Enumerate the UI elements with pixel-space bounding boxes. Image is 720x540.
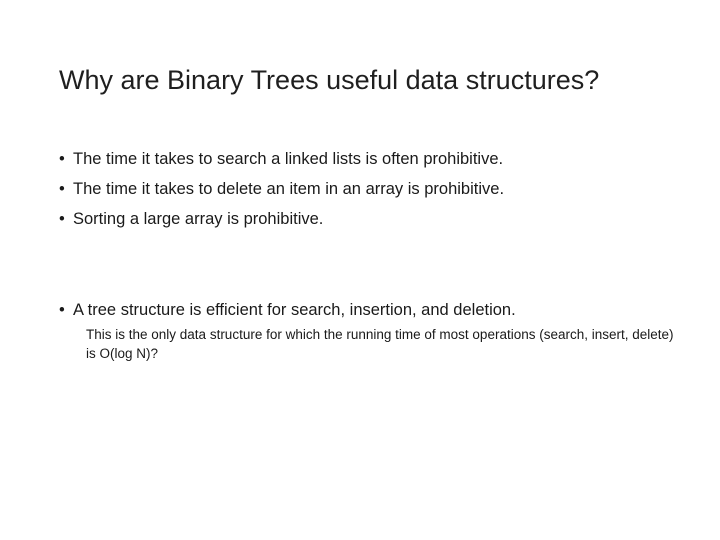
sub-bullet-text: This is the only data structure for which the running time of most operations (search, insert, delete) is O(log N)? bbox=[86, 327, 674, 361]
bullet-text: The time it takes to delete an item in an array is prohibitive. bbox=[73, 180, 505, 198]
bullet-marker: • bbox=[59, 180, 65, 198]
main-bullet bbox=[59, 298, 699, 322]
bullet-list bbox=[59, 147, 699, 237]
bullet-marker: • bbox=[59, 150, 65, 168]
main-bullet-text: A tree structure is efficient for search, insertion, and deletion. bbox=[73, 301, 516, 319]
bullet-marker: • bbox=[59, 210, 65, 228]
bullet-text: The time it takes to search a linked lists is often prohibitive. bbox=[73, 150, 504, 168]
bullet-item bbox=[59, 207, 699, 231]
bullet-text: Sorting a large array is prohibitive. bbox=[73, 210, 324, 228]
slide-title: Why are Binary Trees useful data structures? bbox=[59, 65, 600, 95]
bullet-item bbox=[59, 147, 699, 171]
bullet-marker: • bbox=[59, 301, 65, 319]
bullet-item bbox=[59, 177, 699, 201]
